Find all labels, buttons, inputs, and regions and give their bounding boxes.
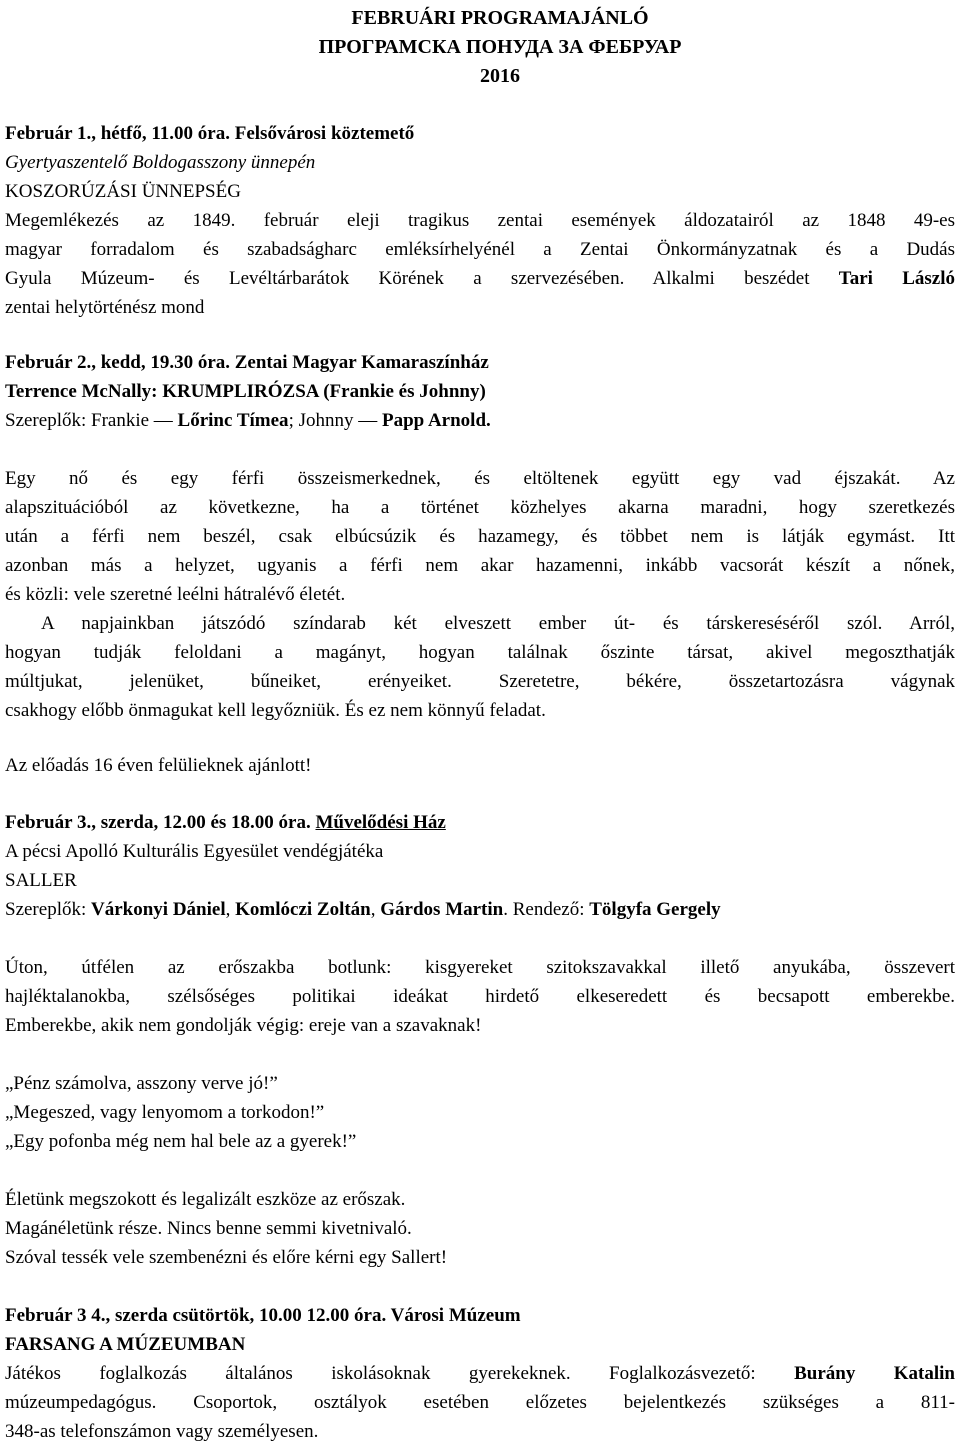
cast-member: Lőrinc Tímea <box>177 410 289 431</box>
director-name: Tölgyfa Gergely <box>589 899 721 920</box>
event-4-text-line: 348-as telefonszámon vagy személyesen. <box>5 1421 319 1442</box>
event-2-cast: Szereplők: Frankie — Lőrinc Tímea; Johnny — Papp Arnold. <box>5 410 491 431</box>
page-title-serbian: ПРОГРАМСКА ПОНУДА ЗА ФЕБРУАР <box>318 36 682 58</box>
event-1-text-line: Megemlékezés az 1849. február eleji tragikus zentai események áldozatairól az 1848 49-es <box>5 210 955 231</box>
event-2-title: Terrence McNally: KRUMPLIRÓZSA (Frankie és Johnny) <box>5 381 486 402</box>
cast-label: Szereplők: Frankie <box>5 410 150 431</box>
event-2-text-line: után a férfi nem beszél, csak elbúcsúzik és hazamegy, és többet nem is látják egymást. Itt <box>5 526 955 547</box>
event-1-title: KOSZORÚZÁSI ÜNNEPSÉG <box>5 181 241 202</box>
cast-role: ; Johnny <box>288 410 354 431</box>
cast-member: Komlóczi Zoltán <box>235 899 371 920</box>
event-1-text-line: magyar forradalom és szabadságharc emléksírhelyénél a Zentai Önkormányzatnak és a Dudás <box>5 239 955 260</box>
event-2-text-line: Egy nő és egy férfi összeismerkednek, és eltöltenek együtt egy vad éjszakát. Az <box>5 468 955 489</box>
event-1-speaker: Tari László <box>838 268 955 289</box>
event-2-text-line: hogyan tudják feloldani a magányt, hogyan találnak őszinte társat, akivel megoszthatják <box>5 642 955 663</box>
event-3-title: SALLER <box>5 870 77 891</box>
event-3-quote: „Pénz számolva, asszony verve jó!” <box>5 1073 278 1094</box>
event-2-text-line: A napjainkban játszódó színdarab két elveszett ember út- és társkereséséről szól. Arról, <box>41 613 955 634</box>
event-3-closing-line: Életünk megszokott és legalizált eszköze az erőszak. <box>5 1189 406 1210</box>
event-2-text-line: alapszituációból az következne, ha a történet közhelyes akarna maradni, hogy szeretkezés <box>5 497 955 518</box>
event-4-text-line <box>5 1359 955 1388</box>
event-4-text-line: múzeumpedagógus. Csoportok, osztályok esetében előzetes bejelentkezés szükséges a 811- <box>5 1392 955 1413</box>
program-document <box>5 0 955 1446</box>
cast-label: Szereplők: <box>5 899 87 920</box>
event-3-quote: „Egy pofonba még nem hal bele az a gyerek!” <box>5 1131 357 1152</box>
event-3-date: Február 3., szerda, 12.00 és 18.00 óra. <box>5 812 311 833</box>
event-2-text-line: múltjukat, jelenüket, bűneiket, erényeiket. Szeretetre, békére, összetartozásra vágynak <box>5 671 955 692</box>
event-3-host: A pécsi Apolló Kulturális Egyesület vendégjátéka <box>5 841 384 862</box>
page-title: FEBRUÁRI PROGRAMAJÁNLÓ <box>351 7 649 29</box>
page-year: 2016 <box>480 65 520 87</box>
event-3-venue: Művelődési Ház <box>315 812 446 833</box>
event-3-text-line: hajléktalanokba, szélsőséges politikai ideákat hirdető elkeseredett és becsapott emberekbe. <box>5 986 955 1007</box>
event-1-text-line <box>5 264 955 293</box>
event-2-text-line: csakhogy előbb önmagukat kell legyőzniük. És ez nem könnyű feladat. <box>5 700 546 721</box>
event-3-when <box>5 808 955 837</box>
event-3-closing-line: Szóval tessék vele szembenézni és előre kérni egy Sallert! <box>5 1247 448 1268</box>
event-1-text-line: zentai helytörténész mond <box>5 297 205 318</box>
event-4-title: FARSANG A MÚZEUMBAN <box>5 1334 246 1355</box>
event-2-text-line: és közli: vele szeretné leélni hátralévő életét. <box>5 584 346 605</box>
event-3-text-line: Emberekbe, akik nem gondolják végig: ereje van a szavaknak! <box>5 1015 482 1036</box>
event-4-host: Burány Katalin <box>794 1363 955 1384</box>
event-2-age-notice: Az előadás 16 éven felülieknek ajánlott! <box>5 755 312 776</box>
cast-member: Papp Arnold. <box>382 410 491 431</box>
event-2-text-line: azonban más a helyzet, ugyanis a férfi nem akar hazamenni, inkább vacsorát készít a nőnek, <box>5 555 955 576</box>
event-3-quote: „Megeszed, vagy lenyomom a torkodon!” <box>5 1102 325 1123</box>
cast-member: Gárdos Martin <box>380 899 504 920</box>
event-3-cast: Szereplők: Várkonyi Dániel, Komlóczi Zoltán, Gárdos Martin. Rendező: Tölgyfa Gergely <box>5 899 721 920</box>
event-1-text: Gyula Múzeum- és Levéltárbarátok Körének a szervezésében. Alkalmi beszédet <box>5 268 810 289</box>
director-label: Rendező: <box>512 899 585 920</box>
event-4-when: Február 3 4., szerda csütörtök, 10.00 12.00 óra. Városi Múzeum <box>5 1305 521 1326</box>
event-2-when: Február 2., kedd, 19.30 óra. Zentai Magyar Kamaraszínház <box>5 352 489 373</box>
event-3-text-line: Úton, útfélen az erőszakba botlunk: kisgyereket szitokszavakkal illető anyukába, összevert <box>5 957 955 978</box>
event-1-subtitle: Gyertyaszentelő Boldogasszony ünnepén <box>5 152 316 173</box>
event-4-text: Játékos foglalkozás általános iskolásoknak gyerekeknek. Foglalkozásvezető: <box>5 1363 756 1384</box>
event-3-closing-line: Magánéletünk része. Nincs benne semmi kivetnivaló. <box>5 1218 412 1239</box>
event-1-when: Február 1., hétfő, 11.00 óra. Felsővárosi köztemető <box>5 123 415 144</box>
cast-member: Várkonyi Dániel <box>91 899 226 920</box>
